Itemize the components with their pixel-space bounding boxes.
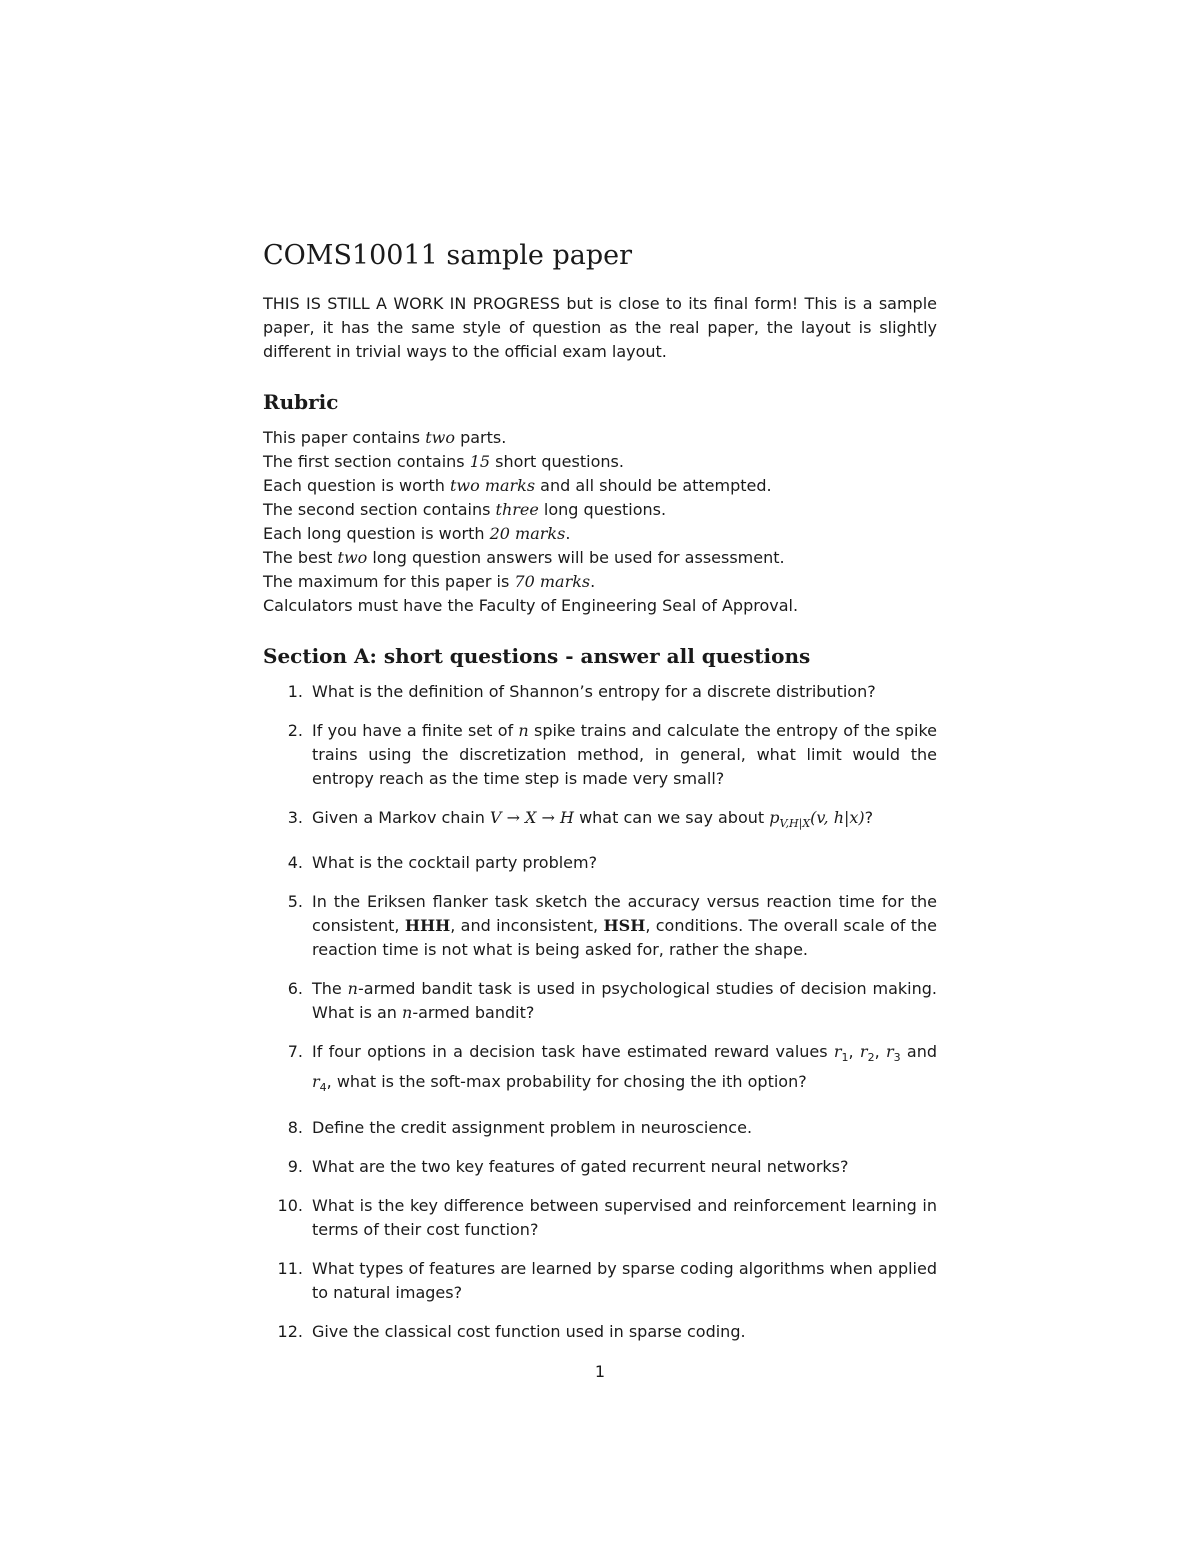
rubric-line: The first section contains 15 short questions. — [263, 452, 624, 471]
question-4: 4. What is the cocktail party problem? — [287, 853, 598, 873]
question-11: 11. What types of features are learned by sparse coding algorithms when applied to natural images? — [277, 1258, 937, 1302]
rubric-line: Calculators must have the Faculty of Engineering Seal of Approval. — [263, 596, 799, 615]
question-10: 10. What is the key difference between supervised and reinforcement learning in terms of their cost function? — [277, 1195, 937, 1239]
question-list — [263, 680, 937, 1344]
rubric-line: This paper contains two parts. — [263, 428, 507, 447]
question-9: 9. What are the two key features of gated recurrent neural networks? — [287, 1156, 849, 1176]
rubric-line: The second section contains three long questions. — [263, 500, 667, 519]
question-7: 7. If four options in a decision task have estimated reward values $r_1$, $r_2$, $r_3$ and $r_4$, what is the soft-max probability for chosing the ith option? — [287, 1042, 937, 1095]
rubric-heading: Rubric — [263, 390, 339, 414]
rubric-line: Each long question is worth 20 marks. — [263, 524, 571, 543]
question-12: 12. Give the classical cost function used in sparse coding. — [277, 1321, 746, 1341]
section-a-heading: Section A: short questions - answer all questions — [263, 644, 811, 668]
rubric-line: The maximum for this paper is 70 marks. — [263, 572, 596, 591]
page-number: 1 — [594, 1362, 606, 1381]
question-6: 6. The n-armed bandit task is used in psychological studies of decision making. What is an n-armed bandit? — [287, 979, 938, 1023]
intro-paragraph: THIS IS STILL A WORK IN PROGRESS but is close to its final form! This is a sample paper, it has the same style of question as the real paper, the layout is slightly different in trivial ways to the official exam layout. — [263, 294, 937, 361]
exam-page — [263, 238, 937, 1359]
rubric-line: Each question is worth two marks and all should be attempted. — [263, 476, 772, 495]
question-2: 2. If you have a finite set of n spike trains and calculate the entropy of the spike trains using the discretization method, in general, what limit would the entropy reach as the time step is made very small? — [287, 721, 937, 788]
question-1: 1. What is the definition of Shannon’s entropy for a discrete distribution? — [287, 682, 876, 701]
rubric-line: The best two long question answers will be used for assessment. — [263, 548, 785, 567]
question-8: 8. Define the credit assignment problem in neuroscience. — [287, 1117, 753, 1137]
question-5: 5. In the Eriksen flanker task sketch the accuracy versus reaction time for the consistent, HHH, and inconsistent, HSH, conditions. The overall scale of the reaction time is not what is being asked for, rather the shape. — [287, 892, 938, 960]
page-title: COMS10011 sample paper — [263, 240, 632, 271]
rubric-list — [263, 426, 937, 618]
question-3: 3. Given a Markov chain V → X → H what can we say about $p_{V,H|X}(v$, h|x)? — [287, 808, 874, 831]
